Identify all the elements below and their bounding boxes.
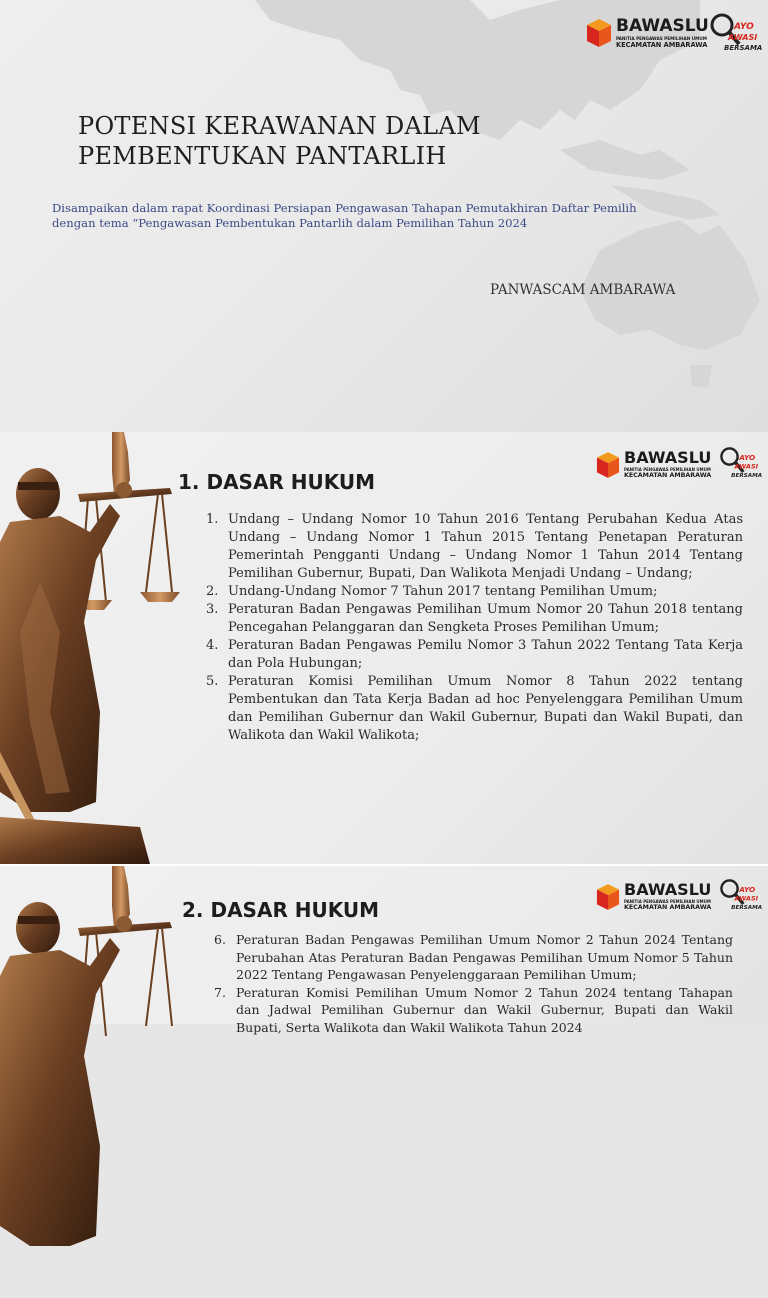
ayo-awasi-bersama-badge	[719, 446, 763, 480]
list-item-text: Peraturan Komisi Pemilihan Umum Nomor 8 Tahun 2022 tentang Pembentukan dan Tata Kerja Badan ad hoc Penyelenggara Pemilihan Umum dan Pemilihan Gubernur dan Wakil Gubernur, Bupati dan Wakil Bupati, dan Walikota dan Wakil Walikota;	[228, 674, 743, 743]
list-item	[206, 637, 743, 673]
list-item-number: 5.	[206, 674, 219, 689]
bawaslu-logo	[596, 450, 711, 479]
slide-title-line1: POTENSI KERAWANAN DALAM	[78, 112, 481, 140]
list-item-text: Peraturan Badan Pengawas Pemilihan Umum Nomor 20 Tahun 2018 tentang Pencegahan Pelanggaran dan Sengketa Proses Pemilihan Umum;	[228, 602, 743, 635]
slide-title	[78, 111, 481, 171]
lady-justice-statue-icon	[0, 866, 185, 1298]
logo-line1: PANITIA PENGAWAS PEMILIHAN UMUM	[624, 467, 711, 472]
svg-text:BERSAMA: BERSAMA	[724, 44, 763, 52]
list-item	[206, 511, 743, 583]
svg-text:AYO: AYO	[739, 884, 756, 894]
bawaslu-cube-icon	[596, 451, 620, 479]
list-item-text: Undang-Undang Nomor 7 Tahun 2017 tentang Pemilihan Umum;	[228, 584, 658, 599]
logo-line1: PANITIA PENGAWAS PEMILIHAN UMUM	[624, 899, 711, 904]
list-item	[214, 984, 733, 1037]
list-item-number: 3.	[206, 602, 219, 617]
svg-text:AWASI: AWASI	[734, 894, 759, 903]
svg-text:BERSAMA: BERSAMA	[731, 472, 763, 479]
slide-subtitle	[52, 201, 692, 231]
lady-justice-statue-icon	[0, 432, 185, 864]
bawaslu-logo	[596, 882, 711, 911]
list-item	[206, 601, 743, 637]
logo-line2: KECAMATAN AMBARAWA	[624, 472, 712, 479]
list-item-text: Undang – Undang Nomor 10 Tahun 2016 Tentang Perubahan Kedua Atas Undang – Undang Nomor 1 Tahun 2015 Tentang Penetapan Peraturan Pemerintah Pengganti Undang – Undang Nomor 1 Tahun 2014 Tentang Pemilihan Gubernur, Bupati, Dan Walikota Menjadi Undang – Undang;	[228, 512, 743, 581]
legal-basis-slide-1	[0, 432, 768, 864]
list-item-number: 2.	[206, 584, 219, 599]
list-item-number: 7.	[214, 984, 226, 1000]
list-item-text: Peraturan Badan Pengawas Pemilihan Umum Nomor 2 Tahun 2024 Tentang Perubahan Atas Peraturan Badan Pengawas Pemilihan Umum Nomor 5 Tahun 2022 Tentang Pengawasan Penyelenggaraan Pemilihan Umum;	[236, 932, 733, 982]
list-item-number: 4.	[206, 638, 219, 653]
logo-brand: BAWASLU	[616, 16, 709, 36]
list-item-number: 1.	[206, 512, 219, 527]
list-item	[206, 583, 743, 601]
bawaslu-cube-icon	[596, 883, 620, 911]
title-slide	[0, 0, 768, 432]
list-item-text: Peraturan Komisi Pemilihan Umum Nomor 2 Tahun 2024 tentang Tahapan dan Jadwal Pemilihan Gubernur dan Wakil Gubernur, Bupati dan Wakil Bupati, Serta Walikota dan Wakil Walikota Tahun 2024	[236, 984, 733, 1035]
bawaslu-cube-icon	[586, 18, 612, 48]
logo-line2: KECAMATAN AMBARAWA	[624, 904, 712, 911]
legal-basis-slide-2	[0, 866, 768, 1035]
ayo-awasi-bersama-badge	[719, 878, 763, 912]
ayo-awasi-bersama-badge	[709, 12, 763, 54]
logo-line1: PANITIA PENGAWAS PEMILIHAN UMUM	[616, 36, 707, 41]
legal-basis-list	[214, 931, 733, 1036]
list-item	[214, 931, 733, 984]
subtitle-line2: dengan tema “Pengawasan Pembentukan Pantarlih dalam Pemilihan Tahun 2024	[52, 216, 528, 230]
logo-brand: BAWASLU	[624, 448, 712, 467]
svg-text:AWASI: AWASI	[728, 33, 758, 42]
list-item-text: Peraturan Badan Pengawas Pemilu Nomor 3 Tahun 2022 Tentang Tata Kerja dan Pola Hubungan;	[228, 638, 743, 671]
section-heading: 1. DASAR HUKUM	[178, 470, 376, 494]
svg-text:AYO: AYO	[739, 452, 756, 462]
logo-brand: BAWASLU	[624, 880, 712, 899]
list-item	[206, 673, 743, 745]
presenter-name: PANWASCAM AMBARAWA	[490, 282, 676, 298]
subtitle-line1: Disampaikan dalam rapat Koordinasi Persiapan Pengawasan Tahapan Pemutakhiran Daftar Pemilih	[52, 201, 637, 215]
bawaslu-logo	[586, 18, 709, 49]
logo-line2: KECAMATAN AMBARAWA	[616, 41, 708, 50]
svg-text:AYO: AYO	[734, 22, 754, 32]
section-heading: 2. DASAR HUKUM	[182, 898, 380, 922]
legal-basis-list	[206, 511, 743, 745]
svg-text:BERSAMA: BERSAMA	[731, 904, 763, 911]
slide-title-line2: PEMBENTUKAN PANTARLIH	[78, 142, 447, 170]
list-item-number: 6.	[214, 932, 226, 947]
svg-text:AWASI: AWASI	[734, 462, 759, 471]
